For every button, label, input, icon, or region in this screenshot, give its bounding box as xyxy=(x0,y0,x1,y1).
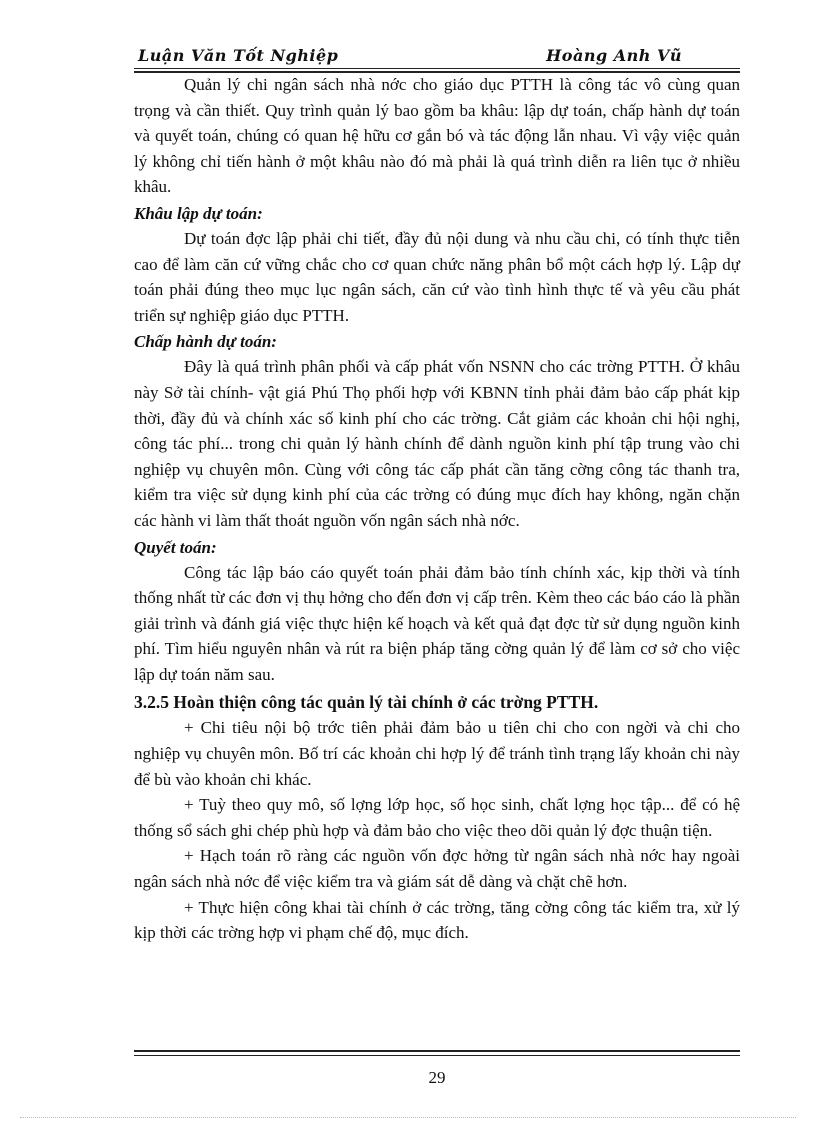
paragraph-chap-hanh-du-toan: Đây là quá trình phân phối và cấp phát vốn NSNN cho các trờng PTTH. Ở khâu này Sở tài chính- vật giá Phú Thọ phối hợp với KBNN tỉnh phải đảm bảo cấp phát kịp thời, đầy đủ và chính xác số kinh phí cho các trờng. Cắt giảm các khoản chi hội nghị, công tác phí... trong chi quản lý hành chính để dành nguồn kinh phí tập trung vào chi nghiệp vụ chuyên môn. Cùng với công tác cấp phát cần tăng cờng công tác thanh tra, kiểm tra việc sử dụng kinh phí của các trờng có đúng mục đích hay không, ngăn chặn các hành vi làm thất thoát nguồn vốn ngân sách nhà nớc. xyxy=(134,357,740,530)
paragraph-quyet-toan: Công tác lập báo cáo quyết toán phải đảm bảo tính chính xác, kịp thời và tính thống nhất từ các đơn vị thụ hởng cho đến đơn vị cấp trên. Kèm theo các báo cáo là phần giải trình và đánh giá việc thực hiện kế hoạch và kết quả đạt đợc từ sử dụng nguồn kinh phí. Tìm hiểu nguyên nhân và rút ra biện pháp tăng cờng quản lý để làm cơ sở cho việc lập dự toán năm sau. xyxy=(134,562,740,684)
page-header xyxy=(134,44,740,70)
bullet-paragraph: + Thực hiện công khai tài chính ở các trờng, tăng cờng công tác kiểm tra, xử lý kịp thời các trờng hợp vi phạm chế độ, mục đích. xyxy=(134,897,740,943)
bullet-paragraph: + Tuỳ theo quy mô, số lợng lớp học, số học sinh, chất lợng học tập... để có hệ thống sổ sách ghi chép phù hợp và đảm bảo cho việc theo dõi quản lý đợc thuận tiện. xyxy=(134,795,740,840)
heading-quyet-toan: Quyết toán: xyxy=(134,537,217,557)
page-body xyxy=(134,72,740,946)
section-heading-3-2-5: 3.2.5 Hoàn thiện công tác quản lý tài chính ở các trờng PTTH. xyxy=(134,692,599,713)
paragraph-intro: Quản lý chi ngân sách nhà nớc cho giáo dục PTTH là công tác vô cùng quan trọng và cần thiết. Quy trình quản lý bao gồm ba khâu: lập dự toán, chấp hành dự toán và quyết toán, chúng có quan hệ hữu cơ gắn bó và tác động lẫn nhau. Vì vậy việc quản lý không chỉ tiến hành ở một khâu nào đó mà phải là quá trình diễn ra liên tục ở nhiều khâu. xyxy=(134,75,740,197)
bullet-paragraph: + Chi tiêu nội bộ trớc tiên phải đảm bảo u tiên chi cho con ngời và chi cho nghiệp vụ chuyên môn. Bố trí các khoản chi hợp lý để tránh tình trạng lấy khoản chi này để bù vào khoản chi khác. xyxy=(134,718,740,789)
header-author-name: Hoàng Anh Vũ xyxy=(546,46,682,65)
bullet-paragraph: + Hạch toán rõ ràng các nguồn vốn đợc hởng từ ngân sách nhà nớc hay ngoài ngân sách nhà nớc để việc kiểm tra và giám sát dễ dàng và chặt chẽ hơn. xyxy=(134,846,740,892)
footer-rule-thick xyxy=(134,1050,740,1052)
footer-rule xyxy=(134,1055,740,1056)
header-thesis-title: Luận Văn Tốt Nghiệp xyxy=(138,46,339,65)
heading-chap-hanh-du-toan: Chấp hành dự toán: xyxy=(134,332,277,352)
header-rule xyxy=(134,68,740,69)
heading-lap-du-toan: Khâu lập dự toán: xyxy=(134,203,263,223)
paragraph-lap-du-toan: Dự toán đợc lập phải chi tiết, đầy đủ nội dung và nhu cầu chi, có tính thực tiễn cao để làm căn cứ vững chắc cho cơ quan chức năng phân bổ một cách hợp lý. Lập dự toán phải đúng theo mục lục ngân sách, căn cứ vào tình hình thực tế và yêu cầu phát triển sự nghiệp giáo dục PTTH. xyxy=(134,228,740,325)
bottom-dotted-line xyxy=(20,1117,796,1118)
page-number: 29 xyxy=(428,1068,446,1087)
